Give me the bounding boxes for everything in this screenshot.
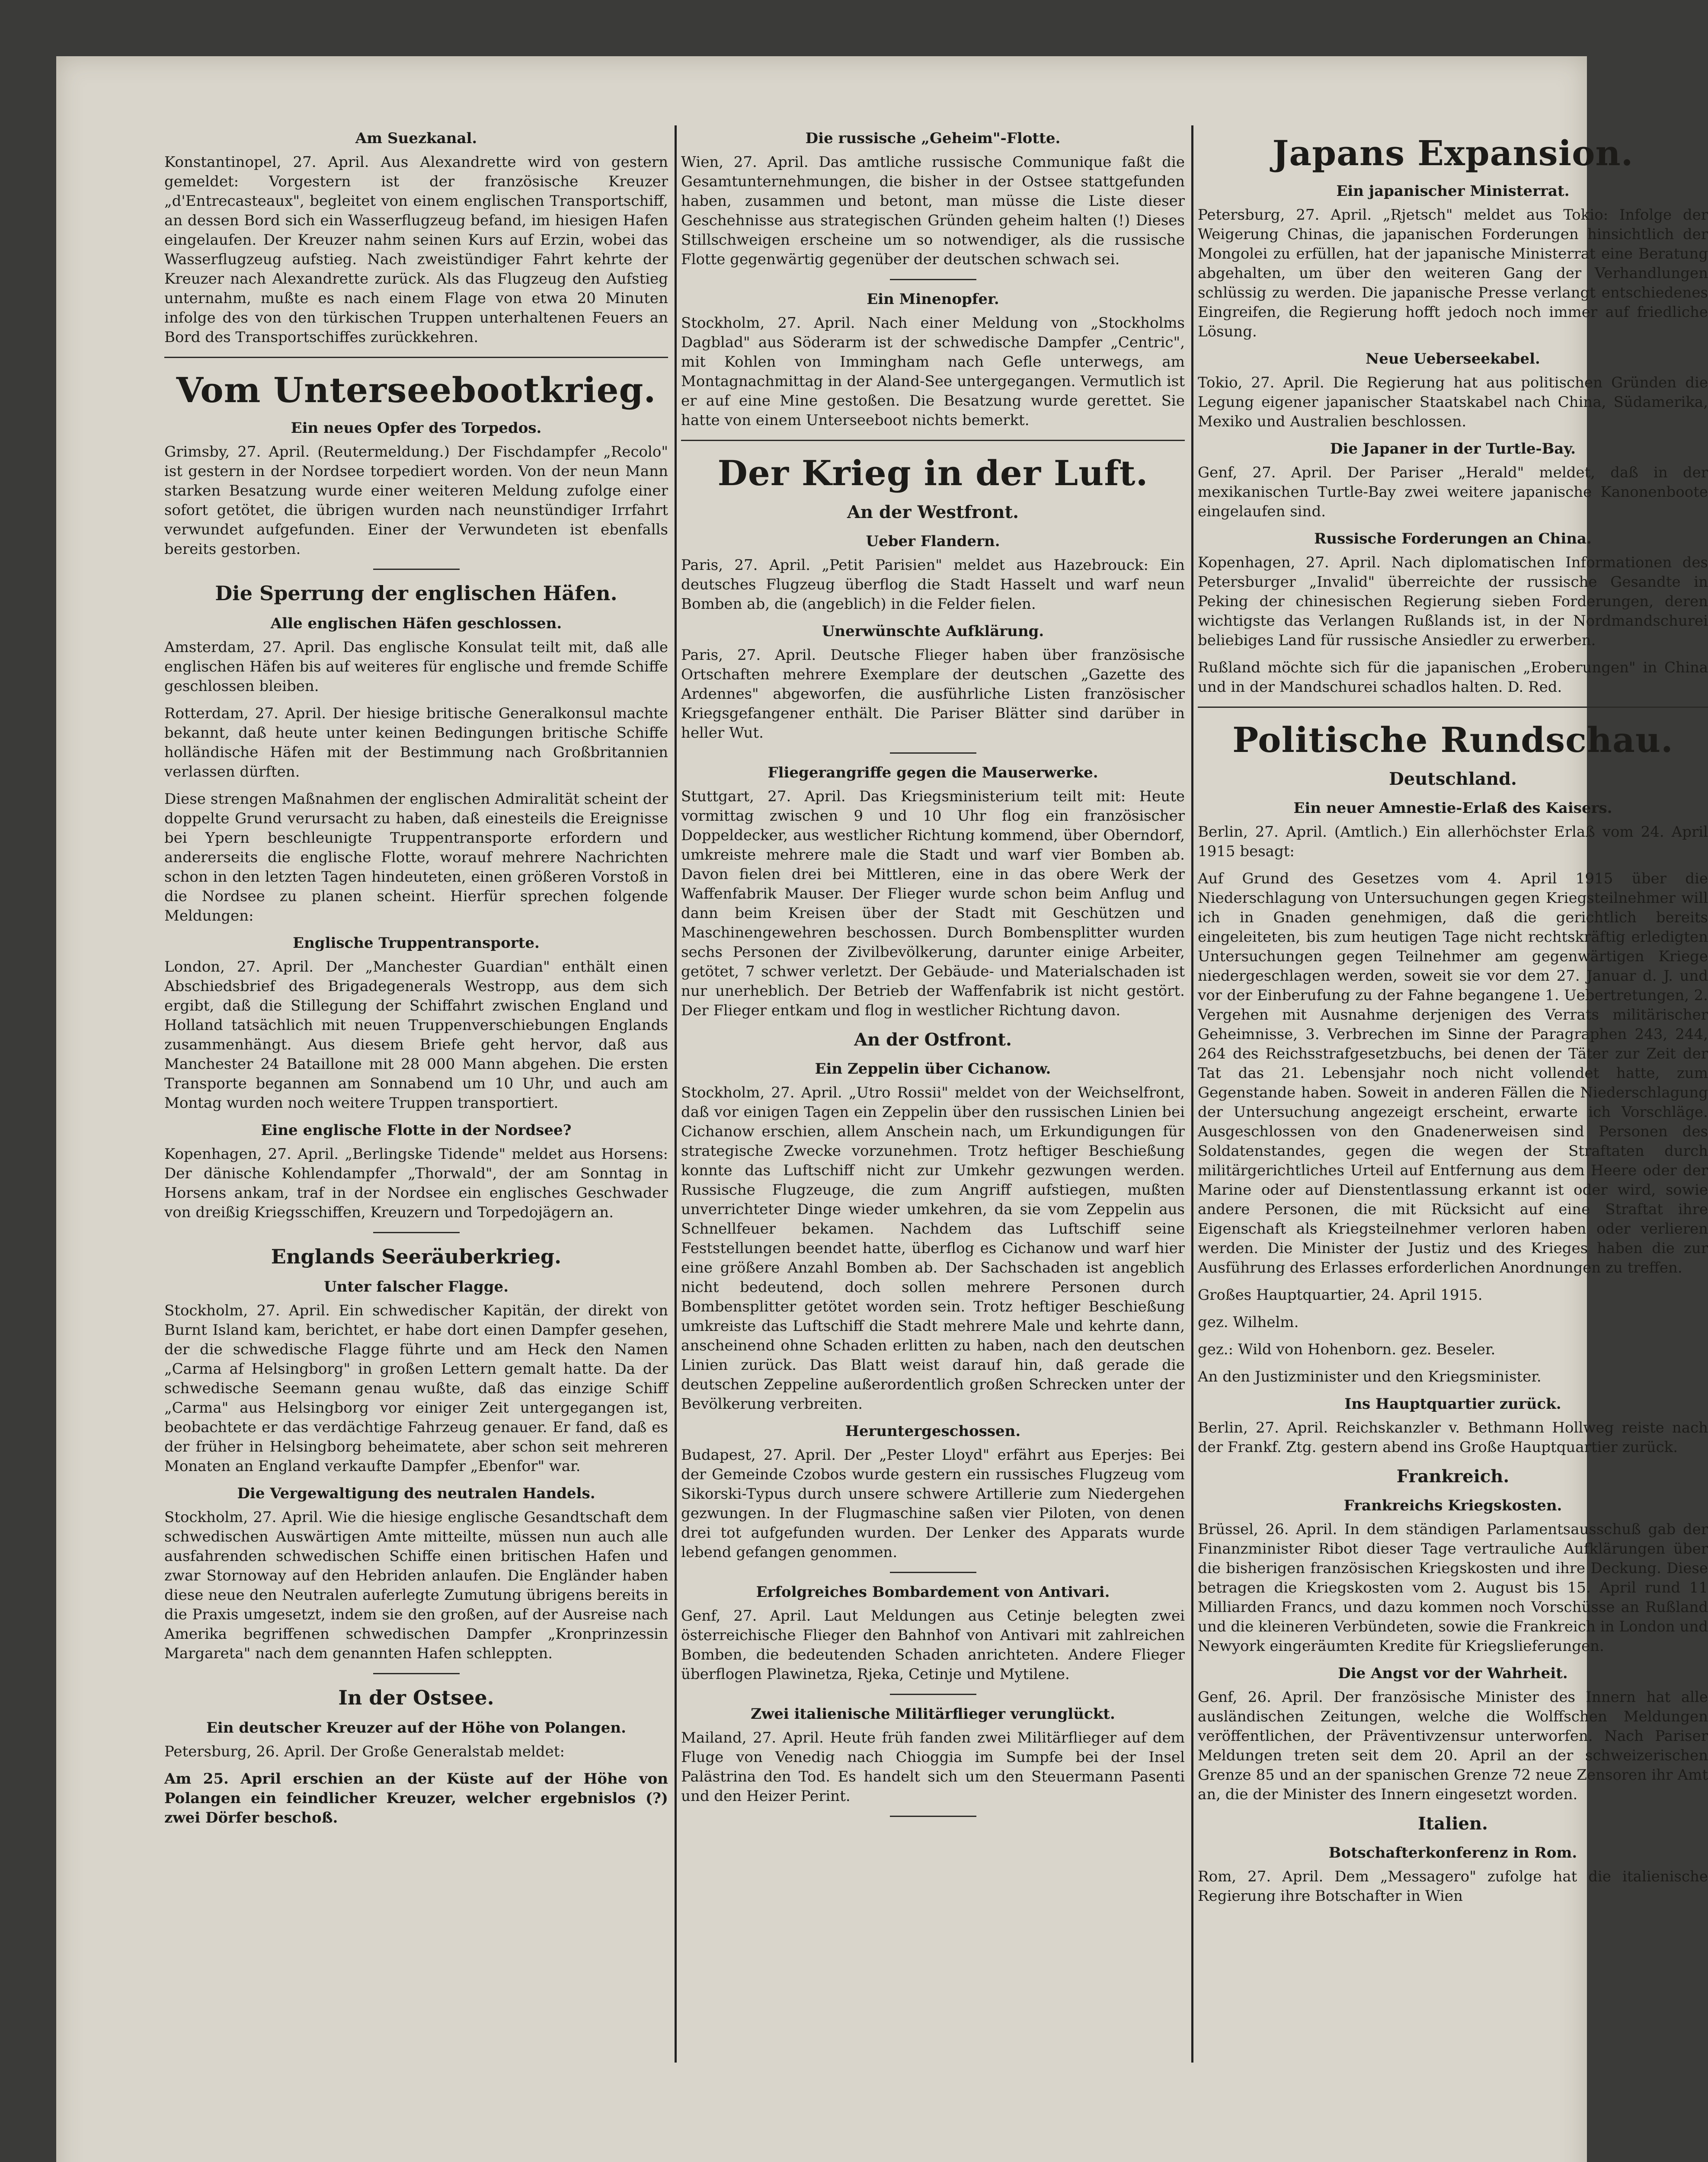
subheading: Die Vergewaltigung des neutralen Handels. [237, 1485, 595, 1502]
subheading: Frankreich. [1396, 1466, 1510, 1487]
divider [890, 279, 976, 280]
article-paragraph: Paris, 27. April. „Petit Parisien" meldet aus Hazebrouck: Ein deutsches Flugzeug überflog die Stadt Hasselt und warf neun Bomben ab, die (angeblich) in die Felder fielen. [681, 556, 1185, 613]
section-title: Am Suezkanal. [355, 130, 477, 147]
article-paragraph: Am 25. April erschien an der Küste auf der Höhe von Polangen ein feindlicher Kreuzer, welcher ergebnislos (?) zwei Dörfer beschoß. [164, 1770, 668, 1826]
subheading: Fliegerangriffe gegen die Mauserwerke. [768, 764, 1098, 781]
article-paragraph: Paris, 27. April. Deutsche Flieger haben über französische Ortschaften mehrere Exemplare der deutschen „Gazette des Ardennes" abgeworfen, die ausführliche Listen französischer Kriegsgefangener enthält. Die Pariser Blätter sind darüber in heller Wut. [681, 646, 1185, 742]
article-paragraph: Petersburg, 27. April. „Rjetsch" meldet aus Tokio: Infolge der Weigerung Chinas, die japanischen Forderungen hinsichtlich der Mongolei zu erfüllen, hat der japanische Ministerrat eine Beratung abgehalten, um über den weiteren Gang der Verhandlungen schlüssig zu werden. Die japanische Presse verlangt entschiedenes Eingreifen, die Regierung hofft jedoch noch immer auf friedliche Lösung. [1198, 206, 1708, 340]
article-paragraph: Tokio, 27. April. Die Regierung hat aus politischen Gründen die Legung eigener japanischer Staatskabel nach China, Südamerika, Mexiko und Australien beschlossen. [1198, 374, 1708, 430]
article-paragraph: Rußland möchte sich für die japanischen „Eroberungen" in China und in der Mandschurei schadlos halten. D. Red. [1198, 659, 1708, 696]
column-right [1198, 121, 1708, 1914]
section-title: Ein Minenopfer. [867, 291, 999, 308]
article-paragraph: Stuttgart, 27. April. Das Kriegsministerium teilt mit: Heute vormittag zwischen 9 und 10 Uhr flog ein französischer Doppeldecker, aus westlicher Richtung kommend, über Oberndorf, umkreiste mehrere male die Stadt und warf vier Bomben ab. Davon fielen drei bei Mittleren, eine in das obere Werk der Waffenfabrik Mauser. Der Flieger wurde schon beim Anflug und dann beim Kreisen über der Stadt mit Geschützen und Maschinengewehren beschossen. Durch Bombensplitter wurden sechs Personen der Zivilbevölkerung, darunter einige Arbeiter, getötet, 7 schwer verletzt. Der Gebäude- und Materialschaden ist nur unerheblich. Der Betrieb der Waffenfabrik ist nicht gestört. Der Flieger entkam und flog in westlicher Richtung davon. [681, 788, 1185, 1019]
main-headline: Der Krieg in der Luft. [717, 453, 1148, 493]
article-paragraph: gez.: Wild von Hohenborn. gez. Beseler. [1198, 1341, 1496, 1358]
subheading: Heruntergeschossen. [845, 1423, 1021, 1440]
article-paragraph: Mailand, 27. April. Heute früh fanden zwei Militärflieger auf dem Fluge von Venedig nach Chioggia im Sumpfe bei der Insel Palästrina den Tod. Es handelt sich um den Steuermann Pasenti und den Heizer Perint. [681, 1729, 1185, 1805]
subheading: Botschafterkonferenz in Rom. [1328, 1844, 1577, 1861]
subheading: Ins Hauptquartier zurück. [1344, 1395, 1561, 1413]
subheading: Unter falscher Flagge. [323, 1278, 509, 1295]
subheading: Frankreichs Kriegskosten. [1343, 1497, 1562, 1514]
article-paragraph: Genf, 27. April. Der Pariser „Herald" meldet, daß in der mexikanischen Turtle-Bay zwei weitere japanische Kanonenboote eingelaufen sind. [1198, 464, 1708, 520]
subheading: Alle englischen Häfen geschlossen. [270, 615, 562, 632]
column-middle [681, 121, 1185, 1826]
subheading: Neue Ueberseekabel. [1366, 350, 1540, 368]
article-paragraph: Budapest, 27. April. Der „Pester Lloyd" erfährt aus Eperjes: Bei der Gemeinde Czobos wurde gestern ein russisches Flugzeug vom Sikorski-Typus durch unsere schwere Artillerie zum Niedergehen gezwungen. In der Flugmaschine saßen vier Piloten, von denen drei tot aufgefunden wurden. Der Lenker des Apparats wurde lebend gefangen genommen. [681, 1446, 1185, 1561]
subheading: Deutschland. [1389, 769, 1517, 789]
article-paragraph: Genf, 27. April. Laut Meldungen aus Cetinje belegten zwei österreichische Flieger den Bahnhof von Antivari mit zahlreichen Bomben, die bedeutenden Schaden anrichteten. Andere Flieger überflogen Plawinetza, Rjeka, Cetinje und Mytilene. [681, 1607, 1185, 1683]
main-headline: Vom Unterseebootkrieg. [176, 370, 656, 410]
section-title: Die russische „Geheim"-Flotte. [805, 130, 1061, 147]
column-rule [1191, 125, 1193, 2063]
divider [1198, 707, 1708, 708]
subheading: Die Angst vor der Wahrheit. [1338, 1665, 1568, 1682]
divider [890, 752, 976, 754]
article-paragraph: Diese strengen Maßnahmen der englischen Admiralität scheint der doppelte Grund verursacht zu haben, daß einesteils die Ereignisse bei Ypern beschleunigte Truppentransporte erfordern und andererseits die englische Flotte, worauf mehrere Nachrichten schon in den letzten Tagen hindeuteten, einen größeren Vorstoß in die Nordsee zu planen scheint. Hierfür sprechen folgende Meldungen: [164, 790, 668, 924]
article-paragraph: Großes Hauptquartier, 24. April 1915. [1198, 1286, 1483, 1304]
article-paragraph: Rom, 27. April. Dem „Messagero" zufolge hat die italienische Regierung ihre Botschafter in Wien [1198, 1868, 1708, 1905]
article-paragraph: Berlin, 27. April. (Amtlich.) Ein allerhöchster Erlaß vom 24. April 1915 besagt: [1198, 823, 1708, 860]
article-paragraph: Stockholm, 27. April. „Utro Rossii" meldet von der Weichselfront, daß vor einigen Tagen ein Zeppelin über den russischen Linien bei Cichanow erschien, allem Anschein nach, um Erkundigungen für strategische Zwecke vorzunehmen. Trotz heftiger Beschießung konnte das Luftschiff nicht zur Umkehr gezwungen werden. Russische Flugzeuge, die zum Angriff aufstiegen, mußten unverrichteter Dinge wieder umkehren, da sie vom Zeppelin aus Schnellfeuer bekamen. Nachdem das Luftschiff seine Feststellungen beendet hatte, überflog es Cichanow und warf hier eine größere Anzahl Bomben ab. Der Sachschaden ist angeblich nicht bedeutend, doch sollen mehrere Personen durch Bombensplitter getötet worden sein. Trotz heftiger Beschießung umkreiste das Luftschiff die Stadt mehrere Male und kehrte dann, anscheinend ohne Schaden erlitten zu haben, nach den deutschen Linien zurück. Das Blatt weist darauf hin, daß gerade die deutschen Zeppeline außerordentlich großen Schrecken unter der Bevölkerung verbreiten. [681, 1084, 1185, 1413]
article-paragraph: Kopenhagen, 27. April. Nach diplomatischen Informationen des Petersburger „Invalid" überreichte der russische Gesandte in Peking der chinesischen Regierung sieben Forderungen, deren wichtigste das Verlangen Rußlands ist, in der Nordmandschurei beliebiges Land für russische Ansiedler zu erwerben. [1198, 554, 1708, 649]
subheading: Zwei italienische Militärflieger verunglückt. [751, 1705, 1115, 1723]
subheading: Erfolgreiches Bombardement von Antivari. [756, 1583, 1110, 1601]
article-paragraph: London, 27. April. Der „Manchester Guardian" enthält einen Abschiedsbrief des Brigadegenerals Westropp, aus dem sich ergibt, daß die Stillegung der Schiffahrt zwischen England und Holland tatsächlich mit neuen Truppenverschiebungen Englands zusammenhängt. Aus diesem Briefe geht hervor, daß aus Manchester 24 Bataillone mit 28 000 Mann abgehen. Die ersten Transporte begannen am Sonnabend um 10 Uhr, und auch am Montag wurden noch weitere Truppen transportiert. [164, 958, 668, 1112]
divider [164, 357, 668, 358]
article-paragraph: Kopenhagen, 27. April. „Berlingske Tidende" meldet aus Horsens: Der dänische Kohlendampfer „Thorwald", der am Sonntag in Horsens ankam, traf in der Nordsee ein englisches Geschwader von dreißig Kriegsschiffen, Kreuzern und Torpedojägern an. [164, 1145, 668, 1221]
divider [890, 1816, 976, 1817]
subheading: Ein neues Opfer des Torpedos. [291, 419, 542, 437]
article-paragraph: Stockholm, 27. April. Ein schwedischer Kapitän, der direkt von Burnt Island kam, berichtet, er habe dort einen Dampfer gesehen, der die schwedische Flagge führte und am Heck den Namen „Carma af Helsingborg" in großen Lettern gemalt hatte. Da der schwedische Seemann genau wußte, daß das einzige Schiff „Carma" aus Helsingborg vor einiger Zeit untergegangen ist, beobachtete er das verdächtige Fahrzeug genauer. Er fand, daß es der früher in Helsingborg beheimatete, aber schon seit mehreren Monaten an England verkaufte Dampfer „Ebenfor" war. [164, 1302, 668, 1475]
article-paragraph: An den Justizminister und den Kriegsminister. [1198, 1368, 1542, 1385]
subheading: Die Japaner in der Turtle-Bay. [1330, 440, 1576, 457]
divider [373, 569, 460, 570]
article-paragraph: Konstantinopel, 27. April. Aus Alexandrette wird von gestern gemeldet: Vorgestern ist der französische Kreuzer „d'Entrecasteaux", begleitet von einem englischen Transportschiff, an dessen Bord sich ein Wasserflugzeug befand, im hiesigen Hafen eingelaufen. Der Kreuzer nahm seinen Kurs auf Erzin, wobei das Wasserflugzeug aufstieg. Nach zweistündiger Fahrt kehrte der Kreuzer nach Alexandrette zurück. Als das Flugzeug den Aufstieg unternahm, mußte es nach einem Flage von etwa 20 Minuten infolge des von den türkischen Truppen unterhaltenen Feuers an Bord des Transportschiffes zurückkehren. [164, 154, 668, 346]
divider [890, 1572, 976, 1573]
article-paragraph: Genf, 26. April. Der französische Minister des Innern hat alle ausländischen Zeitungen, welche die Wolffschen Meldungen veröffentlichen, der Präventivzensur unterworfen. Nach Pariser Meldungen treten seit dem 20. April an der schweizerischen Grenze 85 und an der spanischen Grenze 72 neue Zensoren ihr Amt an, die der Minister des Innern eingesetzt worden. [1198, 1689, 1708, 1803]
headline: Die Sperrung der englischen Häfen. [215, 582, 617, 605]
article-paragraph: Amsterdam, 27. April. Das englische Konsulat teilt mit, daß alle englischen Häfen bis auf weiteres für englische und fremde Schiffe geschlossen bleiben. [164, 639, 668, 695]
article-paragraph: Auf Grund des Gesetzes vom 4. April 1915 über die Niederschlagung von Untersuchungen gegen Kriegsteilnehmer will ich in Gnaden genehmigen, daß die gerichtlich bereits eingeleiteten, bis zum heutigen Tage nicht rechtskräftig erledigten Untersuchungen gegen Teilnehmer am gegenwärtigen Kriege niedergeschlagen werden, soweit sie vor dem 27. Januar d. J. und vor der Einberufung zu der Fahne begangene 1. Uebertretungen, 2. Vergehen mit Ausnahme derjenigen des Verrats militärischer Geheimnisse, 3. Verbrechen im Sinne der Paragraphen 243, 244, 264 des Reichsstrafgesetzbuchs, bei denen der Täter zur Zeit der Tat das 21. Lebensjahr noch nicht vollendet hatte, zum Gegenstande haben. Soweit in anderen Fällen die Niederschlagung der Untersuchung angezeigt erscheint, erwarte ich Vorschläge. Ausgeschlossen von den Gnadenerweisen sind Personen des Soldatenstandes, gegen die wegen der Straftaten durch militärgerichtliches Urteil auf Entfernung aus dem Heere oder der Marine oder auf Dienstentlassung erkannt ist oder wird, sowie andere Personen, die mit Rücksicht auf eine Straftat ihre Eigenschaft als Kriegsteilnehmer verloren haben oder verlieren werden. Die Minister der Justiz und des Krieges haben die zur Ausführung des Erlasses erforderlichen Anordnungen zu treffen. [1198, 870, 1708, 1276]
article-paragraph: Rotterdam, 27. April. Der hiesige britische Generalkonsul machte bekannt, daß heute unter keinen Bedingungen britische Schiffe holländische Häfen mit der Bestimmung nach Großbritannien verlassen dürften. [164, 705, 668, 780]
main-headline: Japans Expansion. [1272, 133, 1634, 173]
headline: In der Ostsee. [338, 1686, 494, 1709]
article-paragraph: Brüssel, 26. April. In dem ständigen Parlamentsausschuß gab der Finanzminister Ribot dieser Tage vertrauliche Aufklärungen über die bisherigen französischen Kriegskosten und ihre Deckung. Diese betragen die Kriegskosten vom 2. August bis 15. April rund 11 Milliarden Francs, und dazu kommen noch Vorschüsse an Rußland und die kleineren Verbündeten, sowie die Frankreich in London und Newyork eingeräumten Kredite für Kriegslieferungen. [1198, 1521, 1708, 1655]
article-paragraph: Stockholm, 27. April. Wie die hiesige englische Gesandtschaft dem schwedischen Auswärtigen Amte mitteilte, müssen nun auch alle ausfahrenden schwedischen Schiffe einen britischen Hafen und zwar Stornoway auf den Hebriden anlaufen. Die Engländer haben diese neue den Neutralen auferlegte Zumutung übrigens bereits in die Praxis umgesetzt, indem sie den großen, auf der Ausreise nach Amerika begriffenen schwedischen Dampfer „Kronprinzessin Margareta" nach dem genannten Hafen schleppten. [164, 1509, 668, 1662]
subheading: Ein neuer Amnestie-Erlaß des Kaisers. [1293, 800, 1612, 817]
divider [373, 1673, 460, 1674]
subheading: Ein Zeppelin über Cichanow. [815, 1060, 1051, 1078]
column-left [164, 121, 668, 1836]
subheading: Englische Truppentransporte. [293, 934, 540, 952]
article-paragraph: Wien, 27. April. Das amtliche russische Communique faßt die Gesamtunternehmungen, die bisher in der Ostsee stattgefunden haben, zusammen und betont, man müsse die Liste dieser Geschehnisse aus strategischen Gründen geheim halten (!) Dieses Stillschweigen erscheine um so notwendiger, als die russische Flotte gegenwärtig gegenüber der deutschen schwach sei. [681, 154, 1185, 268]
subheading: Russische Forderungen an China. [1314, 530, 1592, 547]
article-paragraph: Stockholm, 27. April. Nach einer Meldung von „Stockholms Dagblad" aus Söderarm ist der schwedische Dampfer „Centric", mit Kohlen von Immingham nach Gefle unterwegs, am Montagnachmittag in der Aland-See untergegangen. Vermutlich ist er auf eine Mine gestoßen. Die Besatzung wurde gerettet. Sie hatte von einem Unterseeboot nichts bemerkt. [681, 314, 1185, 429]
article-paragraph: Grimsby, 27. April. (Reutermeldung.) Der Fischdampfer „Recolo" ist gestern in der Nordsee torpediert worden. Von der neun Mann starken Besatzung wurde einer weiteren Meldung zufolge einer sofort getötet, die übrigen wurden nach neunstündiger Irrfahrt verwundet aufgefunden. Einer der Verwundeten ist ebenfalls bereits gestorben. [164, 443, 668, 558]
column-rule [675, 125, 677, 2063]
article-paragraph: Petersburg, 26. April. Der Große Generalstab meldet: [164, 1743, 565, 1760]
subheading: Italien. [1418, 1813, 1488, 1834]
article-paragraph: Berlin, 27. April. Reichskanzler v. Bethmann Hollweg reiste nach der Frankf. Ztg. gestern abend ins Große Hauptquartier zurück. [1198, 1419, 1708, 1456]
subheading: Ueber Flandern. [866, 533, 1000, 550]
divider [373, 1232, 460, 1233]
main-headline: Politische Rundschau. [1232, 720, 1673, 760]
divider [681, 440, 1185, 441]
article-paragraph: gez. Wilhelm. [1198, 1314, 1299, 1331]
subheading: An der Westfront. [847, 502, 1019, 522]
subheading: An der Ostfront. [854, 1030, 1012, 1050]
subheading: Ein japanischer Ministerrat. [1336, 182, 1570, 200]
subheading: Unerwünschte Aufklärung. [822, 623, 1044, 640]
subheading: Ein deutscher Kreuzer auf der Höhe von Polangen. [206, 1719, 626, 1737]
divider [890, 1694, 976, 1695]
subheading: Eine englische Flotte in der Nordsee? [261, 1122, 572, 1139]
headline: Englands Seeräuberkrieg. [271, 1245, 562, 1268]
newspaper-page [56, 56, 1708, 2162]
